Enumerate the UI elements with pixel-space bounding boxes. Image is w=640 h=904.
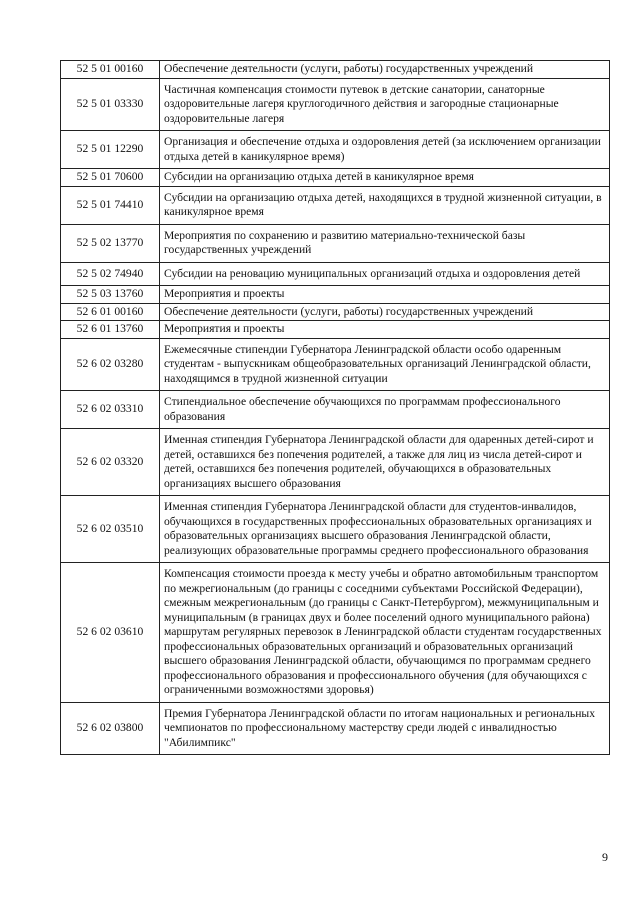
row-description: Частичная компенсация стоимости путевок в детские санатории, санаторные оздоровительные лагеря круглогодичного действия и загородные стационарные оздоровительные лагеря <box>160 78 610 131</box>
row-description: Субсидии на организацию отдыха детей в каникулярное время <box>160 169 610 187</box>
row-code: 52 5 01 12290 <box>61 131 160 169</box>
row-description: Именная стипендия Губернатора Ленинградской области для студентов-инвалидов, обучающихся в государственных профессиональных образовательных организациях и образовательных организациях высшего образования Ленинградской области, реализующих образовательные программы среднего профессионального образования <box>160 496 610 563</box>
table-row <box>61 563 610 703</box>
table-row <box>61 702 610 755</box>
row-code: 52 6 02 03800 <box>61 702 160 755</box>
row-code: 52 5 01 74410 <box>61 186 160 224</box>
table-row <box>61 169 610 187</box>
page-number: 9 <box>602 850 608 864</box>
budget-codes-table <box>60 60 610 755</box>
row-description: Мероприятия по сохранению и развитию материально-технической базы государственных учреждений <box>160 224 610 262</box>
row-description: Компенсация стоимости проезда к месту учебы и обратно автомобильным транспортом по межрегиональным (до границы с соседними субъектами Российской Федерации), смежным межрегиональным (до границы с Санкт-Петербургом), межмуниципальным и муниципальным (в границах двух и более поселений одного муниципального района) маршрутам регулярных перевозок в Ленинградской области студентам государственных профессиональных образовательных организаций и образовательных организаций высшего образования Ленинградской области, обучающимся по программам среднего профессионального образования и профессионального обучения (для обучающихся с ограниченными возможностями здоровья) <box>160 563 610 703</box>
table-row <box>61 286 610 304</box>
row-description: Стипендиальное обеспечение обучающихся по программам профессионального образования <box>160 391 610 429</box>
table-row <box>61 303 610 321</box>
table-row <box>61 496 610 563</box>
row-code: 52 6 01 13760 <box>61 321 160 339</box>
row-description: Ежемесячные стипендии Губернатора Ленинградской области особо одаренным студентам - выпускникам общеобразовательных организаций Ленинградской области, находящимся в трудной жизненной ситуации <box>160 338 610 391</box>
row-code: 52 5 02 13770 <box>61 224 160 262</box>
table-row <box>61 262 610 286</box>
table-row <box>61 186 610 224</box>
row-description: Субсидии на реновацию муниципальных организаций отдыха и оздоровления детей <box>160 262 610 286</box>
row-description: Обеспечение деятельности (услуги, работы) государственных учреждений <box>160 303 610 321</box>
table-row <box>61 391 610 429</box>
row-code: 52 5 02 74940 <box>61 262 160 286</box>
table-row <box>61 61 610 79</box>
row-code: 52 6 02 03320 <box>61 429 160 496</box>
row-code: 52 5 01 03330 <box>61 78 160 131</box>
row-description: Именная стипендия Губернатора Ленинградской области для одаренных детей-сирот и детей, оставшихся без попечения родителей, а также для лиц из числа детей-сирот и детей, оставшихся без попечения родителей, обучающихся в образовательных организациях высшего образования <box>160 429 610 496</box>
table-row <box>61 338 610 391</box>
table-row <box>61 224 610 262</box>
row-description: Мероприятия и проекты <box>160 321 610 339</box>
table-row <box>61 78 610 131</box>
row-code: 52 6 02 03280 <box>61 338 160 391</box>
row-description: Организация и обеспечение отдыха и оздоровления детей (за исключением организации отдыха детей в каникулярное время) <box>160 131 610 169</box>
row-code: 52 6 02 03310 <box>61 391 160 429</box>
row-description: Субсидии на организацию отдыха детей, находящихся в трудной жизненной ситуации, в каникулярное время <box>160 186 610 224</box>
row-code: 52 6 02 03510 <box>61 496 160 563</box>
table-row <box>61 429 610 496</box>
row-description: Мероприятия и проекты <box>160 286 610 304</box>
row-code: 52 6 01 00160 <box>61 303 160 321</box>
row-code: 52 5 03 13760 <box>61 286 160 304</box>
row-code: 52 5 01 70600 <box>61 169 160 187</box>
table-row <box>61 131 610 169</box>
row-description: Премия Губернатора Ленинградской области по итогам национальных и региональных чемпионатов по профессиональному мастерству среди людей с инвалидностью "Абилимпикс" <box>160 702 610 755</box>
row-description: Обеспечение деятельности (услуги, работы) государственных учреждений <box>160 61 610 79</box>
table-row <box>61 321 610 339</box>
row-code: 52 6 02 03610 <box>61 563 160 703</box>
row-code: 52 5 01 00160 <box>61 61 160 79</box>
